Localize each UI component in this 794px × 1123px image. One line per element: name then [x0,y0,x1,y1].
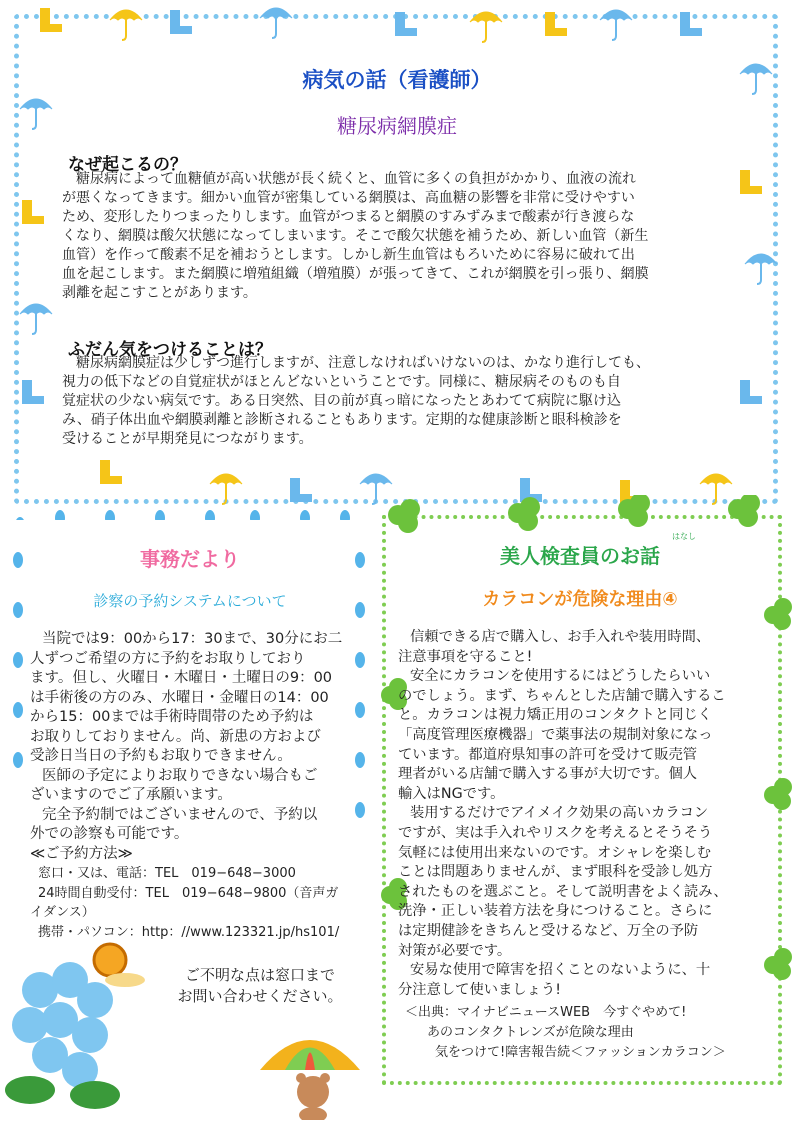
inspector-talk-subheading: カラコンが危険な理由④ [482,589,678,610]
office-news-subheading: 診察の予約システムについて [93,592,287,610]
inspector-talk-body: 信頼できる店で購入し、お手入れや装用時間、 注意事項を守ること! 安全にカラコンを使用するにはどうしたらいい のでしょう。まず、ちゃんとした店舗で購入するこ と。カラコンは視力矯正用のコンタクトと同じく 「高度管理医療機器」で薬事法の規制対象になっ ています。都道府県知事の許可を受けて販売管 理者がいる店舗で購入する事が大切です。個人 輸入はNGです。 装用するだけでアイメイク効果の高いカラコン ですが、実は手入れやリスクを考えるとそうそう 気軽には使用出来ないのです。オシャレを楽しむ ことは問題ありませんが、まず眼科を受診し処方 されたものを選ぶこと。そして説明書をよく読み、 洗浄・正しい装着方法を身につけること。さらに は定期健診をきちんと受けるなど、万全の予防 対策が必要です。 安易な使用で障害を招くことのないように、十 分注意して使いましょう! [398,629,728,998]
office-news-body: 当院では9：00から17：30まで、30分にお二 人ずつご希望の方に予約をお取りしており ます。但し、火曜日・木曜日・土曜日の9：00 は手術後の方のみ、水曜日・金曜日の14：00 から15：00までは手術時間帯のため予約は お取りしておりません。尚、新患の方および 受診日当日の予約もお取りできません。 医師の予定によりお取りできない場合もご ざいますのでご了承願います。 完全予約制ではございませんので、予約以 外での診察も可能です。 ≪ご予約方法≫ 窓口・又は、電話：TEL 019−648−3000 24時間自動受付：TEL 019−648−9800（音声ガ イダンス） 携帯・パソコン：http：//www.123321.jp/hs101/ [30,631,343,940]
bear-umbrella-illustration [255,1020,365,1120]
section2-heading: ふだん気をつけることは？ [68,340,272,360]
heading-ruby: はなし [672,532,696,541]
page-title: 病気の話（看護師） [302,68,492,92]
section1-heading: なぜ起こるの？ [68,155,187,175]
inspector-talk-heading: 美人検査員のお話 [500,544,660,568]
umbrella-icon [110,10,142,40]
office-news-heading: 事務だより [140,547,240,571]
page-subtitle: 糖尿病網膜症 [337,114,457,138]
source-citation: ＜出典：マイナビニュースWEB 今すぐやめて! あのコンタクトレンズが危険な理由 気をつけて!障害報告続＜ファッションカラコン＞ [405,1005,726,1060]
section2-body: 糖尿病網膜症は少しずつ進行しますが、注意しなければいけないのは、かなり進行しても、 視力の低下などの自覚症状がほとんどないということです。同様に、糖尿病そのものも自 覚症状の少ない病気です。ある日突然、目の前が真っ暗になったとあわてて病院に駆け込 み、硝子体出血や網膜剥離と診断されることもあります。定期的な健康診断と眼科検診を 受けることが早期発見につながります。 [62,355,650,447]
section1-body: 糖尿病によって血糖値が高い状態が長く続くと、血管に多くの負担がかかり、血液の流れ が悪くなってきます。細かい血管が密集している網膜は、高血糖の影響を非常に受けやすい ため、変形したりつまったりします。血管がつまると網膜のすみずみまで酸素が行き渡らな くなり、網膜は酸欠状態になってしまいます。そこで酸欠状態を補うため、新しい血管（新生 血管）を作って酸素不足を補おうとします。しかし新生血管はもろいために容易に破れて出 血を起こします。また網膜に増殖組織（増殖膜）が張ってきて、これが網膜を引っ張り、網膜 剥離を起こすことがあります。 [62,171,649,301]
office-news-closing: ご不明な点は窓口まで お問い合わせください。 [177,966,343,1005]
hydrangea-snail-illustration [0,930,160,1123]
